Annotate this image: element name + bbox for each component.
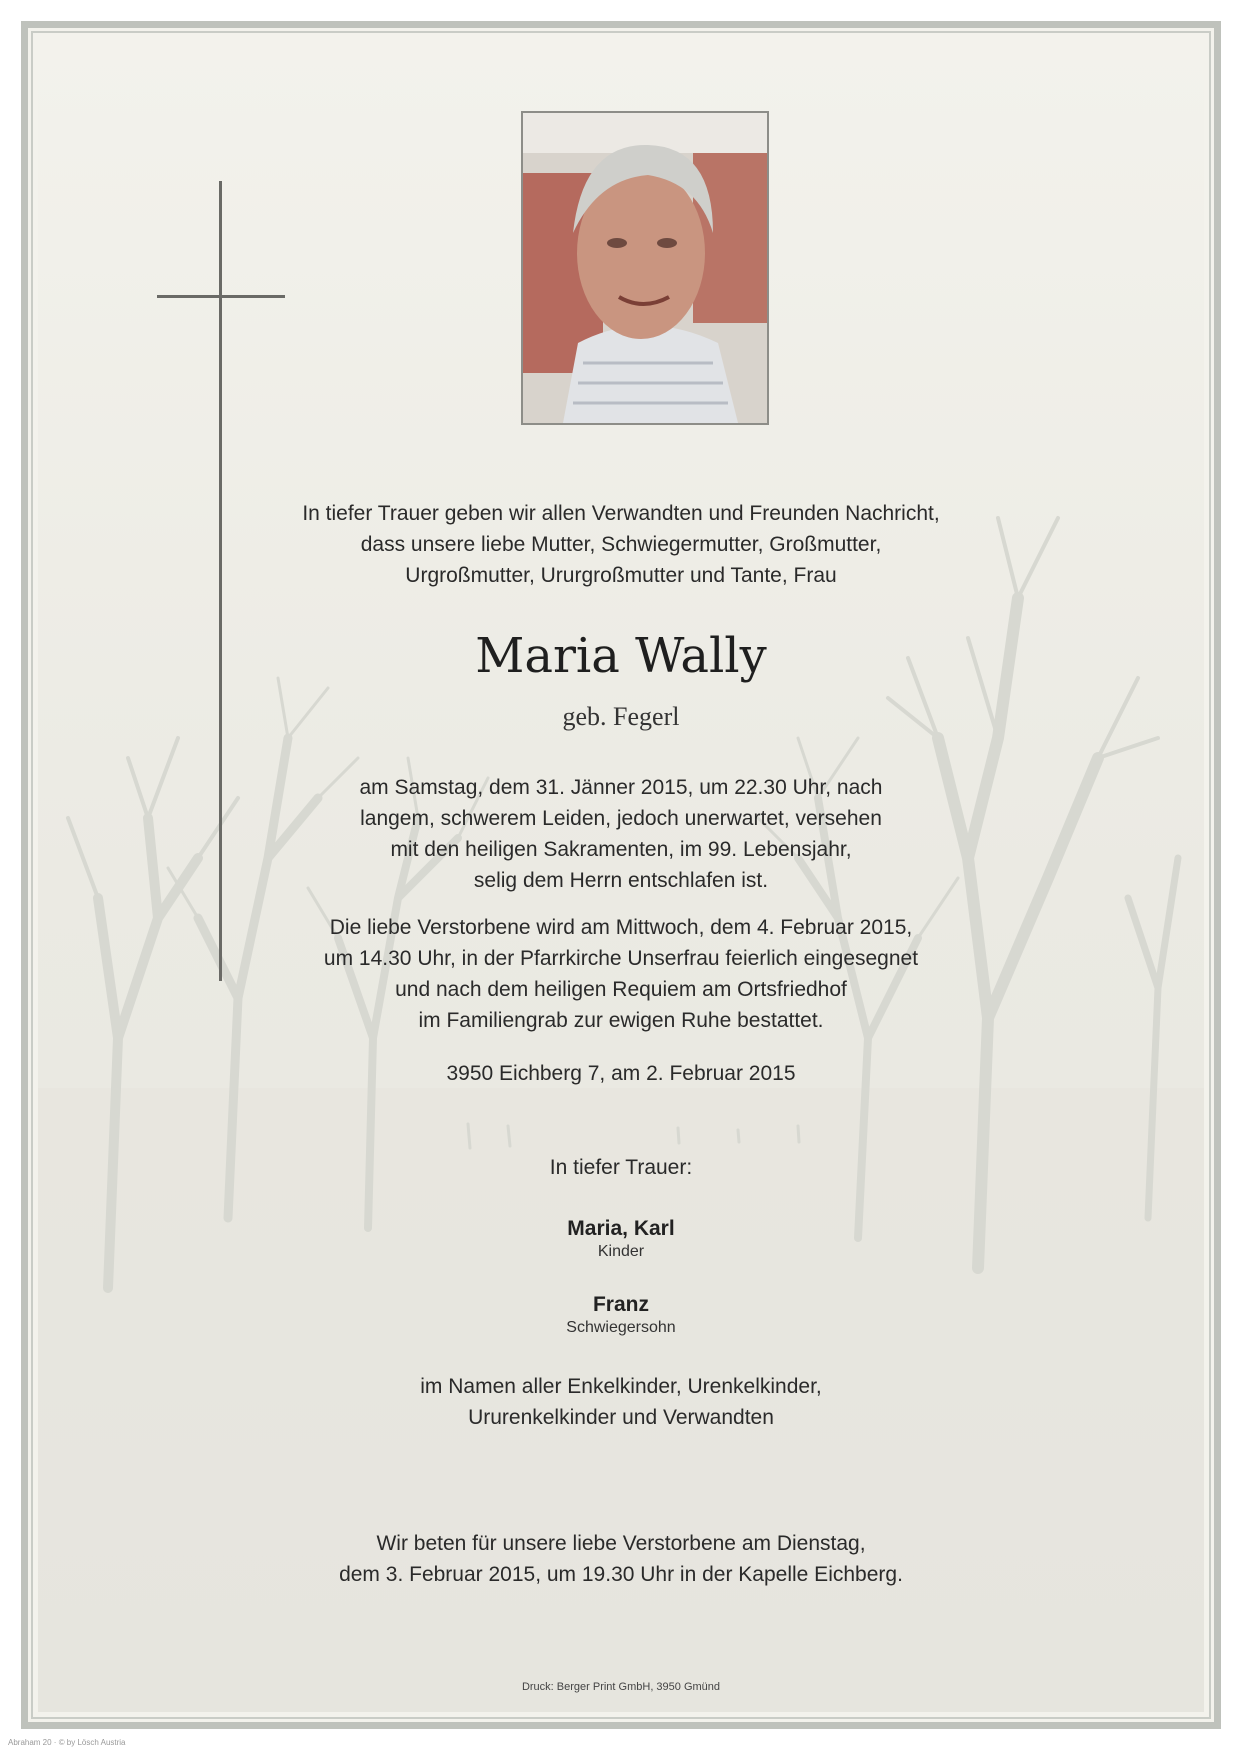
family-note-line: Ururenkelkinder und Verwandten — [468, 1406, 774, 1429]
funeral-info-line: Die liebe Verstorbene wird am Mittwoch, dem 4. Februar 2015, — [329, 916, 913, 939]
funeral-info-line: im Familiengrab zur ewigen Ruhe bestattet. — [418, 1009, 824, 1032]
announcement-line: In tiefer Trauer geben wir allen Verwandten und Freunden Nachricht, — [302, 502, 940, 525]
template-credit: Abraham 20 · © by Lösch Austria — [8, 1738, 126, 1747]
funeral-info — [150, 912, 1092, 1036]
mourning-label: In tiefer Trauer: — [549, 1156, 693, 1179]
relative-role: Schwiegersohn — [566, 1319, 676, 1336]
prayer-notice — [150, 1528, 1092, 1590]
family-note — [150, 1371, 1092, 1433]
prayer-line: Wir beten für unsere liebe Verstorbene am Dienstag, — [376, 1532, 866, 1555]
cross-icon-bar — [157, 295, 285, 298]
deceased-portrait — [521, 111, 769, 425]
death-info — [150, 772, 1092, 896]
death-info-line: am Samstag, dem 31. Jänner 2015, um 22.30 Uhr, nach — [359, 776, 883, 799]
announcement-text — [150, 498, 1092, 591]
announcement-line: Urgroßmutter, Ururgroßmutter und Tante, Frau — [405, 564, 837, 587]
relative-role: Kinder — [597, 1243, 645, 1260]
family-note-line: im Namen aller Enkelkinder, Urenkelkinder, — [420, 1375, 822, 1398]
announcement-line: dass unsere liebe Mutter, Schwiegermutter, Großmutter, — [360, 533, 882, 556]
relative-name: Maria, Karl — [567, 1217, 675, 1240]
death-info-line: mit den heiligen Sakramenten, im 99. Lebensjahr, — [390, 838, 852, 861]
deceased-name: Maria Wally — [475, 628, 767, 684]
maiden-name: geb. Fegerl — [562, 702, 680, 731]
place-date: 3950 Eichberg 7, am 2. Februar 2015 — [446, 1062, 796, 1085]
death-info-line: langem, schwerem Leiden, jedoch unerwartet, versehen — [360, 807, 882, 830]
relative-name: Franz — [592, 1293, 649, 1316]
death-info-line: selig dem Herrn entschlafen ist. — [473, 869, 769, 892]
funeral-info-line: um 14.30 Uhr, in der Pfarrkirche Unserfrau feierlich eingesegnet — [323, 947, 919, 970]
funeral-info-line: und nach dem heiligen Requiem am Ortsfriedhof — [395, 978, 847, 1001]
prayer-line: dem 3. Februar 2015, um 19.30 Uhr in der Kapelle Eichberg. — [339, 1563, 903, 1586]
printer-credit: Druck: Berger Print GmbH, 3950 Gmünd — [521, 1681, 721, 1693]
